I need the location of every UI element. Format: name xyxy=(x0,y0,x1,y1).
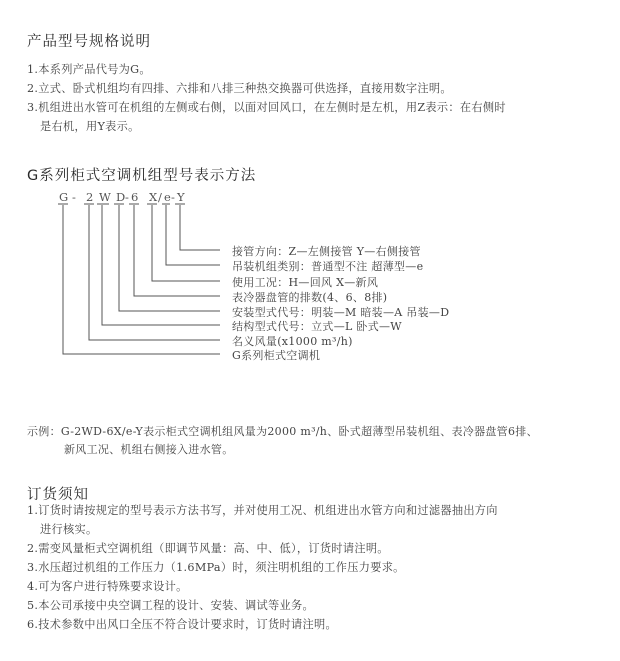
code-6: 6 xyxy=(131,190,139,204)
example-line-1: 示例：G-2WD-6X/e-Y表示柜式空调机组风量为2000 m³/h、卧式超薄型吊装机组、表冷器盘管6排、 xyxy=(27,425,538,438)
code-w: W xyxy=(99,190,111,204)
example-line-2: 新风工况、机组右侧接入进水管。 xyxy=(64,443,234,456)
order-line-3: 3.水压超过机组的工作压力（1.6MPa）时，须注明机组的工作压力要求。 xyxy=(27,561,405,574)
legend-install-type: 安装型式代号：明装—M 暗装—A 吊装—D xyxy=(232,306,450,319)
legend-operating-mode: 使用工况：H—回风 X—新风 xyxy=(232,276,379,289)
code-2: 2 xyxy=(86,190,94,204)
legend-structure-type: 结构型式代号：立式—L 卧式—W xyxy=(232,320,402,333)
code-d: D xyxy=(116,190,126,204)
legend-coil-rows: 表冷器盘管的排数(4、6、8排) xyxy=(232,291,388,304)
code-dash: - xyxy=(171,190,175,204)
code-y: Y xyxy=(177,190,185,204)
code-dash: - xyxy=(72,190,76,204)
spec-section-title: 产品型号规格说明 xyxy=(27,34,151,50)
order-line-1-cont: 进行核实。 xyxy=(40,523,98,536)
code-x: X xyxy=(149,190,158,204)
spec-line-2: 2.立式、卧式机组均有四排、六排和八排三种热交换器可供选择，直接用数字注明。 xyxy=(27,82,452,95)
order-line-6: 6.技术参数中出风口全压不符合设计要求时，订货时请注明。 xyxy=(27,618,337,631)
legend-series: G系列柜式空调机 xyxy=(232,349,321,362)
ordering-notes-title: 订货须知 xyxy=(27,487,89,503)
code-slash: / xyxy=(158,190,162,204)
legend-pipe-direction: 接管方向：Z—左侧接管 Y—右侧接管 xyxy=(232,245,421,258)
connector-e xyxy=(166,205,220,265)
spec-line-3-cont: 是右机，用Y表示。 xyxy=(40,120,140,133)
spec-line-3: 3.机组进出水管可在机组的左侧或右侧，以面对回风口，在左侧时是左机，用Z表示：在右侧时 xyxy=(27,101,506,114)
order-line-1: 1.订货时请按规定的型号表示方法书写，并对使用工况、机组进出水管方向和过滤器抽出方向 xyxy=(27,504,498,517)
connector-y xyxy=(180,205,220,250)
legend-ceiling-type: 吊装机组类别：普通型不注 超薄型—e xyxy=(232,260,424,273)
order-line-4: 4.可为客户进行特殊要求设计。 xyxy=(27,580,188,593)
order-line-2: 2.需变风量柜式空调机组（即调节风量：高、中、低），订货时请注明。 xyxy=(27,542,389,555)
code-g: G xyxy=(59,190,69,204)
code-dash: - xyxy=(125,190,129,204)
connector-2 xyxy=(89,205,220,340)
spec-line-1: 1.本系列产品代号为G。 xyxy=(27,63,151,76)
connector-x xyxy=(152,205,220,281)
connector-g xyxy=(63,205,220,354)
legend-airflow: 名义风量(x1000 m³/h) xyxy=(232,335,353,348)
code-e: e xyxy=(164,190,171,204)
model-notation-title: G系列柜式空调机组型号表示方法 xyxy=(27,168,257,184)
order-line-5: 5.本公司承接中央空调工程的设计、安装、调试等业务。 xyxy=(27,599,314,612)
